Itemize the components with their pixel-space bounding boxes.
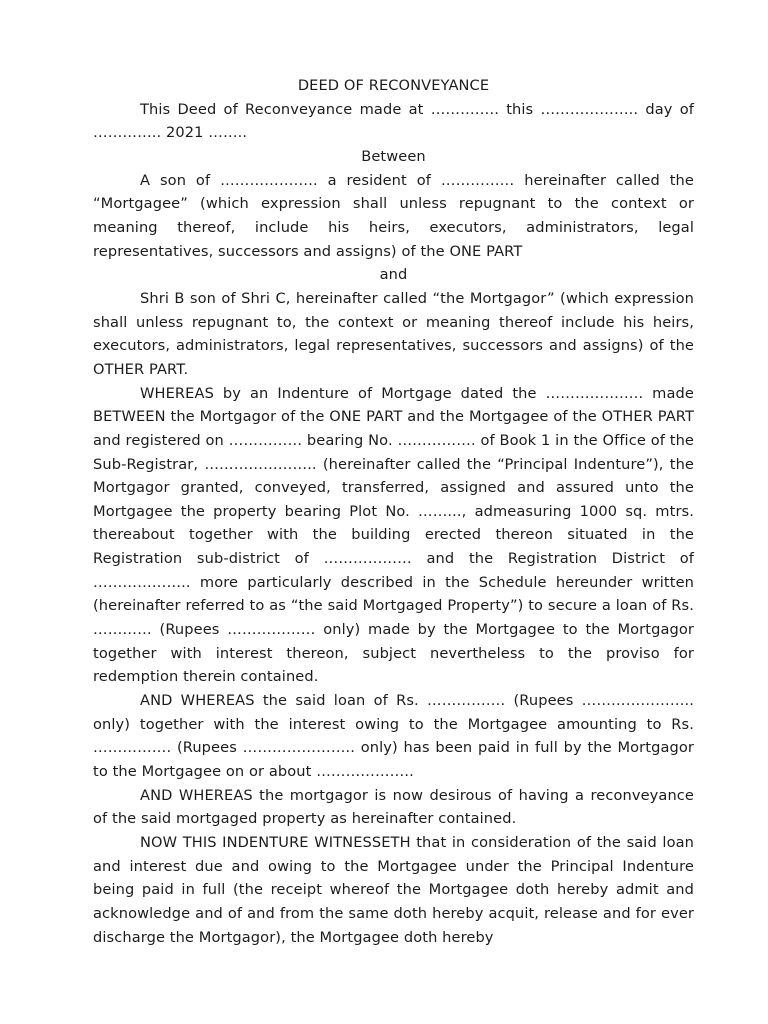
document-title: DEED OF RECONVEYANCE — [297, 77, 490, 94]
mortgagee-paragraph: A son of ……………….. a resident of …………… hereinafter called the “Mortgagee” (which expression shall unless repugnant to the context or meaning thereof, include his heirs, executors, administrators, legal representatives, successors and assigns) of the ONE PART — [93, 171, 694, 260]
whereas-loan-paid-paragraph: AND WHEREAS the said loan of Rs. ……………. (Rupees ………………….. only) together with the interest owing to the Mortgagee amounting to Rs. ……………. (Rupees ………………….. only) has been paid in full by the Mortgagor to the Mortgagee on or about ……………….. — [93, 692, 694, 781]
opening-paragraph: This Deed of Reconveyance made at ………….. this ……………….. day of ………….. 2021 …….. — [93, 100, 694, 142]
whereas-indenture-paragraph: WHEREAS by an Indenture of Mortgage dated the ……………….. made BETWEEN the Mortgagor of the ONE PART and the Mortgagee of the OTHER PART and registered on …………… bearing No. ……………. of Book 1 in the Office of the Sub-Registrar, ………………….. (hereinafter called the “Principal Indenture”), the Mortgagor granted, conveyed, transferred, assigned and assured unto the Mortgagee the property bearing Plot No. ……..., admeasuring 1000 sq. mtrs. thereabout together with the building erected thereon situated in the Registration sub-district of ……………… and the Registration District of ……………….. more particularly described in the Schedule hereunder written (hereinafter referred to as “the said Mortgaged Property”) to secure a loan of Rs. ………… (Rupees ……………… only) made by the Mortgagee to the Mortgagor together with interest thereon, subject nevertheless to the proviso for redemption therein contained. — [93, 384, 694, 686]
mortgagor-paragraph: Shri B son of Shri C, hereinafter called “the Mortgagor” (which expression shall unless repugnant to, the context or meaning thereof include his heirs, executors, administrators, legal representatives, successors and assigns) of the OTHER PART. — [93, 289, 694, 378]
whereas-reconveyance-paragraph: AND WHEREAS the mortgagor is now desirous of having a reconveyance of the said mortgaged property as hereinafter contained. — [93, 786, 694, 828]
between-heading: Between — [361, 147, 426, 165]
document-body — [93, 74, 694, 949]
witnesseth-paragraph: NOW THIS INDENTURE WITNESSETH that in consideration of the said loan and interest due and owing to the Mortgagee under the Principal Indenture being paid in full (the receipt whereof the Mortgagee doth hereby admit and acknowledge and of and from the same doth hereby acquit, release and for ever discharge the Mortgagor), the Mortgagee doth hereby — [93, 834, 694, 946]
and-heading: and — [379, 266, 408, 284]
